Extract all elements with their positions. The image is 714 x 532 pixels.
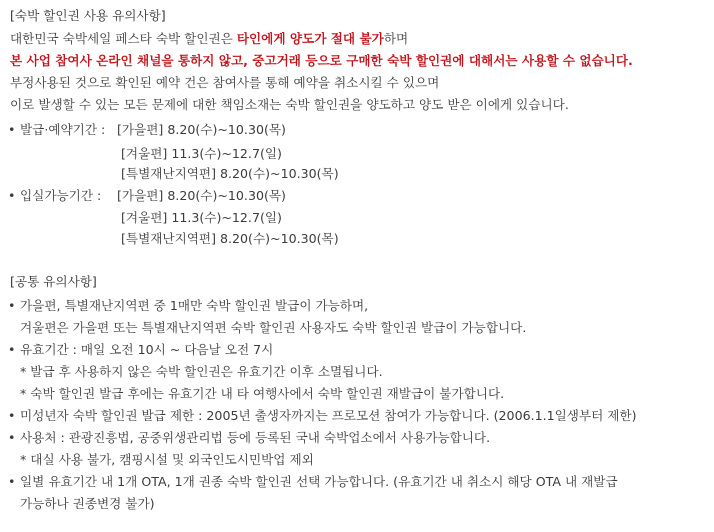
bullet-icon: • bbox=[8, 474, 16, 489]
common-item-winter-eligibility: 겨울편은 가을편 또는 특별재난지역편 숙박 할인권 사용자도 숙박 할인권 발급이 가능합니다. bbox=[20, 320, 527, 335]
common-item-usage-place: 사용처 : 관광진흥법, 공중위생관리법 등에 등록된 국내 숙박업소에서 사용가능합니다. bbox=[20, 430, 491, 445]
common-item-expiry-note: * 발급 후 사용하지 않은 숙박 할인권은 유효기간 이후 소멸됩니다. bbox=[20, 364, 383, 379]
bullet-icon: • bbox=[8, 430, 16, 445]
bullet-icon: • bbox=[8, 298, 16, 313]
common-item-minor-restriction: 미성년자 숙박 할인권 발급 제한 : 2005년 출생자까지는 프로모션 참여가 가능합니다. (2006.1.1일생부터 제한) bbox=[20, 408, 637, 423]
liability-notice-line: 이로 발생할 수 있는 모든 문제에 대한 책임소재는 숙박 할인권을 양도하고 양도 받은 이에게 있습니다. bbox=[10, 97, 569, 112]
transfer-prohibited-text: 타인에게 양도가 절대 불가 bbox=[236, 31, 384, 46]
issue-period-label: 발급·예약기간 : bbox=[20, 122, 106, 137]
common-item-validity: 유효기간 : 매일 오전 10시 ~ 다음날 오전 7시 bbox=[20, 342, 274, 357]
checkin-period-label: 입실가능기간 : bbox=[20, 188, 102, 203]
common-item-voucher-limit: 가을편, 특별재난지역편 중 1매만 숙박 할인권 발급이 가능하며, bbox=[20, 298, 369, 313]
issue-period-winter: [겨울편] 11.3(수)~12.7(일) bbox=[121, 146, 282, 161]
bullet-icon: • bbox=[8, 342, 16, 357]
transfer-warning-line bbox=[10, 29, 408, 49]
transfer-warning-suffix: 하며 bbox=[383, 31, 409, 46]
common-item-daily-ota-cont: 가능하나 권종변경 불가) bbox=[20, 496, 155, 511]
common-item-exclusions: * 대실 사용 불가, 캠핑시설 및 외국인도시민박업 제외 bbox=[20, 452, 314, 467]
common-item-reissue-note: * 숙박 할인권 발급 후에는 유효기간 내 타 여행사에서 숙박 할인권 재발급이 불가합니다. bbox=[20, 386, 505, 401]
reservation-notice-title: [숙박 할인권 사용 유의사항] bbox=[10, 8, 166, 23]
resale-warning-line: 본 사업 참여사 온라인 채널을 통하지 않고, 중고거래 등으로 구매한 숙박 할인권에 대해서는 사용할 수 없습니다. bbox=[10, 53, 633, 68]
common-notice-title: [공통 유의사항] bbox=[10, 274, 97, 289]
bullet-icon: • bbox=[8, 408, 16, 423]
checkin-period-winter: [겨울편] 11.3(수)~12.7(일) bbox=[121, 210, 282, 225]
bullet-icon: • bbox=[8, 188, 16, 203]
bullet-icon: • bbox=[8, 122, 16, 137]
common-item-daily-ota: 일별 유효기간 내 1개 OTA, 1개 권종 숙박 할인권 선택 가능합니다. (유효기간 내 취소시 해당 OTA 내 재발급 bbox=[20, 474, 618, 489]
checkin-period-disaster: [특별재난지역편] 8.20(수)~10.30(목) bbox=[121, 231, 339, 246]
cancellation-notice-line: 부정사용된 것으로 확인된 예약 건은 참여사를 통해 예약을 취소시킬 수 있으며 bbox=[10, 75, 440, 90]
checkin-period-autumn: [가을편] 8.20(수)~10.30(목) bbox=[117, 188, 286, 203]
issue-period-autumn: [가을편] 8.20(수)~10.30(목) bbox=[117, 122, 286, 137]
transfer-warning-prefix: 대한민국 숙박세일 페스타 숙박 할인권은 bbox=[10, 31, 237, 46]
issue-period-disaster: [특별재난지역편] 8.20(수)~10.30(목) bbox=[121, 166, 339, 181]
